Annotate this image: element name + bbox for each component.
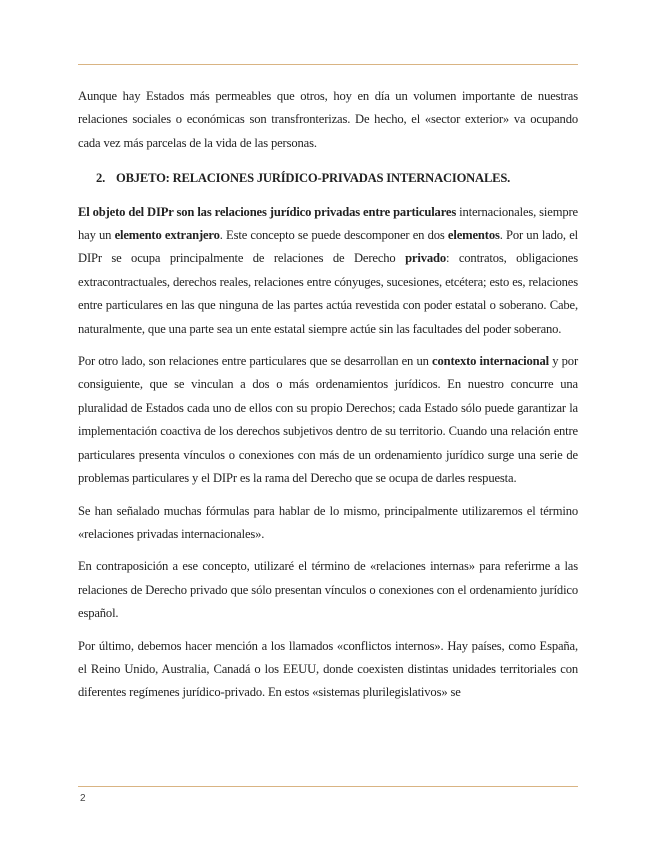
- section-title: OBJETO: RELACIONES JURÍDICO-PRIVADAS INTERNACIONALES.: [116, 171, 511, 186]
- text-span: y por consiguiente, que se vinculan a dos o más ordenamientos jurídicos. En nuestro concurre una pluralidad de Estados cada uno de ellos con su propio Derechos; cada Estado sólo puede garantizar la implementación coactiva de los derechos subjetivos dentro de su territorio. Cuando una relación entre particulares presenta vínculos o conexiones con más de un ordenamiento jurídico surge una serie de problemas particulares y el DIPr es la rama del Derecho que se ocupa de darles respuesta.: [78, 354, 578, 486]
- bold-privado: privado: [405, 251, 446, 266]
- text-span: : contratos, obligaciones extracontractuales, derechos reales, relaciones entre cónyuges, sucesiones, etcétera; esto es, relaciones entre particulares en las que ninguna de las partes actúa revestida con poder estatal o soberano. Cabe, naturalmente, que una parte sea un ente estatal siempre actúe sin las facultades del poder soberano.: [78, 251, 578, 336]
- paragraph-conflictos: Por último, debemos hacer mención a los llamados «conflictos internos». Hay países, como España, el Reino Unido, Australia, Canadá o los EEUU, donde coexisten distintas unidades territoriales con diferentes regímenes jurídico-privado. En estos «sistemas plurilegislativos» se: [78, 638, 578, 700]
- section-number: 2.: [96, 171, 106, 186]
- text-span: internacionales, siempre hay un: [78, 204, 578, 243]
- paragraph-intro: Aunque hay Estados más permeables que otros, hoy en día un volumen importante de nuestras relaciones sociales o económicas son transfronterizas. De hecho, el «sector exterior» va ocupando cada vez más parcelas de la vida de las personas.: [78, 89, 578, 150]
- bold-contexto-internacional: contexto internacional: [432, 354, 549, 369]
- paragraph-formulas: Se han señalado muchas fórmulas para hablar de lo mismo, principalmente utilizaremos el término «relaciones privadas internacionales».: [78, 503, 578, 541]
- paragraph-contexto: [78, 350, 578, 490]
- paragraph-contraposicion: En contraposición a ese concepto, utilizaré el término de «relaciones internas» para referirme a las relaciones de Derecho privado que sólo presentan vínculos o conexiones con el ordenamiento jurídico español.: [78, 559, 578, 621]
- bold-objeto-dipr: El objeto del DIPr son las relaciones jurídico privadas entre particulares: [78, 204, 457, 219]
- document-body: [78, 85, 578, 714]
- paragraph-objeto: [78, 201, 578, 341]
- footer-rule: [78, 786, 578, 787]
- bold-elemento-extranjero: elemento extranjero: [114, 228, 220, 243]
- text-span: . Este concepto se puede descomponer en dos: [219, 228, 448, 243]
- text-span: . Por un lado, el DIPr se ocupa principalmente de relaciones de Derecho: [78, 228, 578, 266]
- header-rule: [78, 64, 578, 65]
- bold-elementos: elementos: [447, 228, 500, 243]
- section-heading: [78, 167, 578, 190]
- page-number: 2: [80, 793, 86, 804]
- text-span: Por otro lado, son relaciones entre particulares que se desarrollan en un: [78, 354, 433, 369]
